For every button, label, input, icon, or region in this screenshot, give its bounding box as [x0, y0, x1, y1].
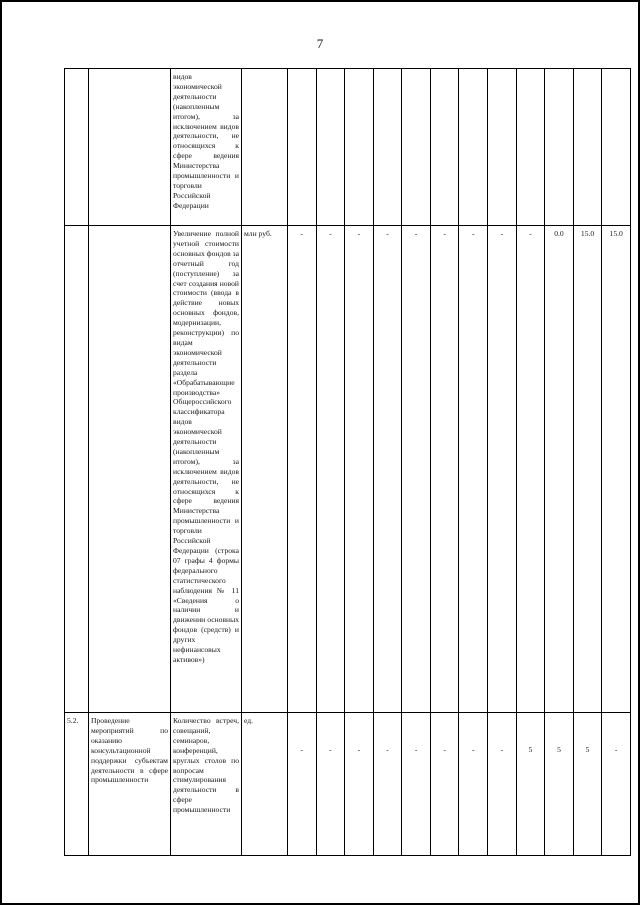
value-cell: -: [373, 226, 402, 713]
row-number-cell: [65, 69, 89, 226]
value-cell: -: [488, 713, 517, 856]
value-cell: [373, 69, 402, 226]
value-cell: 15.0: [602, 226, 631, 713]
value-cell: [459, 69, 488, 226]
row-number-cell: 5.2.: [65, 713, 89, 856]
value-cell: [402, 69, 431, 226]
activity-cell: Проведение мероприятий по оказанию консультационной поддержки субъектам деятельности в сфере промышленности: [89, 713, 171, 856]
unit-cell: ед.: [242, 713, 288, 856]
value-cell: -: [430, 713, 459, 856]
value-cell: 0.0: [545, 226, 574, 713]
value-cell: [545, 69, 574, 226]
value-cell: -: [288, 713, 317, 856]
activity-cell: [89, 226, 171, 713]
value-cell: -: [316, 713, 345, 856]
value-cell: -: [459, 226, 488, 713]
value-cell: -: [488, 226, 517, 713]
value-cell: [345, 69, 374, 226]
value-cell: 5: [516, 713, 545, 856]
indicator-cell: Увеличение полной учетной стоимости основных фондов за отчетный год (поступление) за счет создания новой стоимости (ввода в действие новых основных фондов, модернизации, реконструкции) по видам экономической деятельности раздела «Обрабатывающие производства» Общероссийского классификатора видов экономической деятельности (накопленным итогом), за исключением видов деятельности, не относящихся к сфере ведения Министерства промышленности и торговли Российской Федерации (строка 07 графы 4 формы федерального статистического наблюдения № 11 «Сведения о наличии и движении основных фондов (средств) и других нефинансовых активов»): [171, 226, 242, 713]
value-cell: 5: [545, 713, 574, 856]
indicator-cell: видов экономической деятельности (накопленным итогом), за исключением видов деятельности, не относящихся к сфере ведения Министерства промышленности и торговли Российской Федерации: [171, 69, 242, 226]
value-cell: -: [345, 713, 374, 856]
value-cell: -: [402, 226, 431, 713]
indicator-cell: Количество встреч, совещаний, семинаров, конференций, круглых столов по вопросам стимулирования деятельности в сфере промышленности: [171, 713, 242, 856]
value-cell: -: [288, 226, 317, 713]
table-row: [65, 69, 631, 226]
value-cell: -: [345, 226, 374, 713]
value-cell: [288, 69, 317, 226]
value-cell: [488, 69, 517, 226]
table-row: [65, 713, 631, 856]
value-cell: [430, 69, 459, 226]
indicators-table: [64, 68, 631, 856]
row-number-cell: [65, 226, 89, 713]
table-row: [65, 226, 631, 713]
value-cell: 5: [573, 713, 602, 856]
page-number: 7: [316, 36, 324, 51]
unit-cell: [242, 69, 288, 226]
value-cell: [316, 69, 345, 226]
activity-cell: [89, 69, 171, 226]
value-cell: -: [516, 226, 545, 713]
value-cell: -: [316, 226, 345, 713]
value-cell: -: [430, 226, 459, 713]
value-cell: -: [459, 713, 488, 856]
value-cell: -: [373, 713, 402, 856]
value-cell: -: [602, 713, 631, 856]
value-cell: [602, 69, 631, 226]
value-cell: 15.0: [573, 226, 602, 713]
value-cell: -: [402, 713, 431, 856]
value-cell: [573, 69, 602, 226]
value-cell: [516, 69, 545, 226]
unit-cell: млн руб.: [242, 226, 288, 713]
